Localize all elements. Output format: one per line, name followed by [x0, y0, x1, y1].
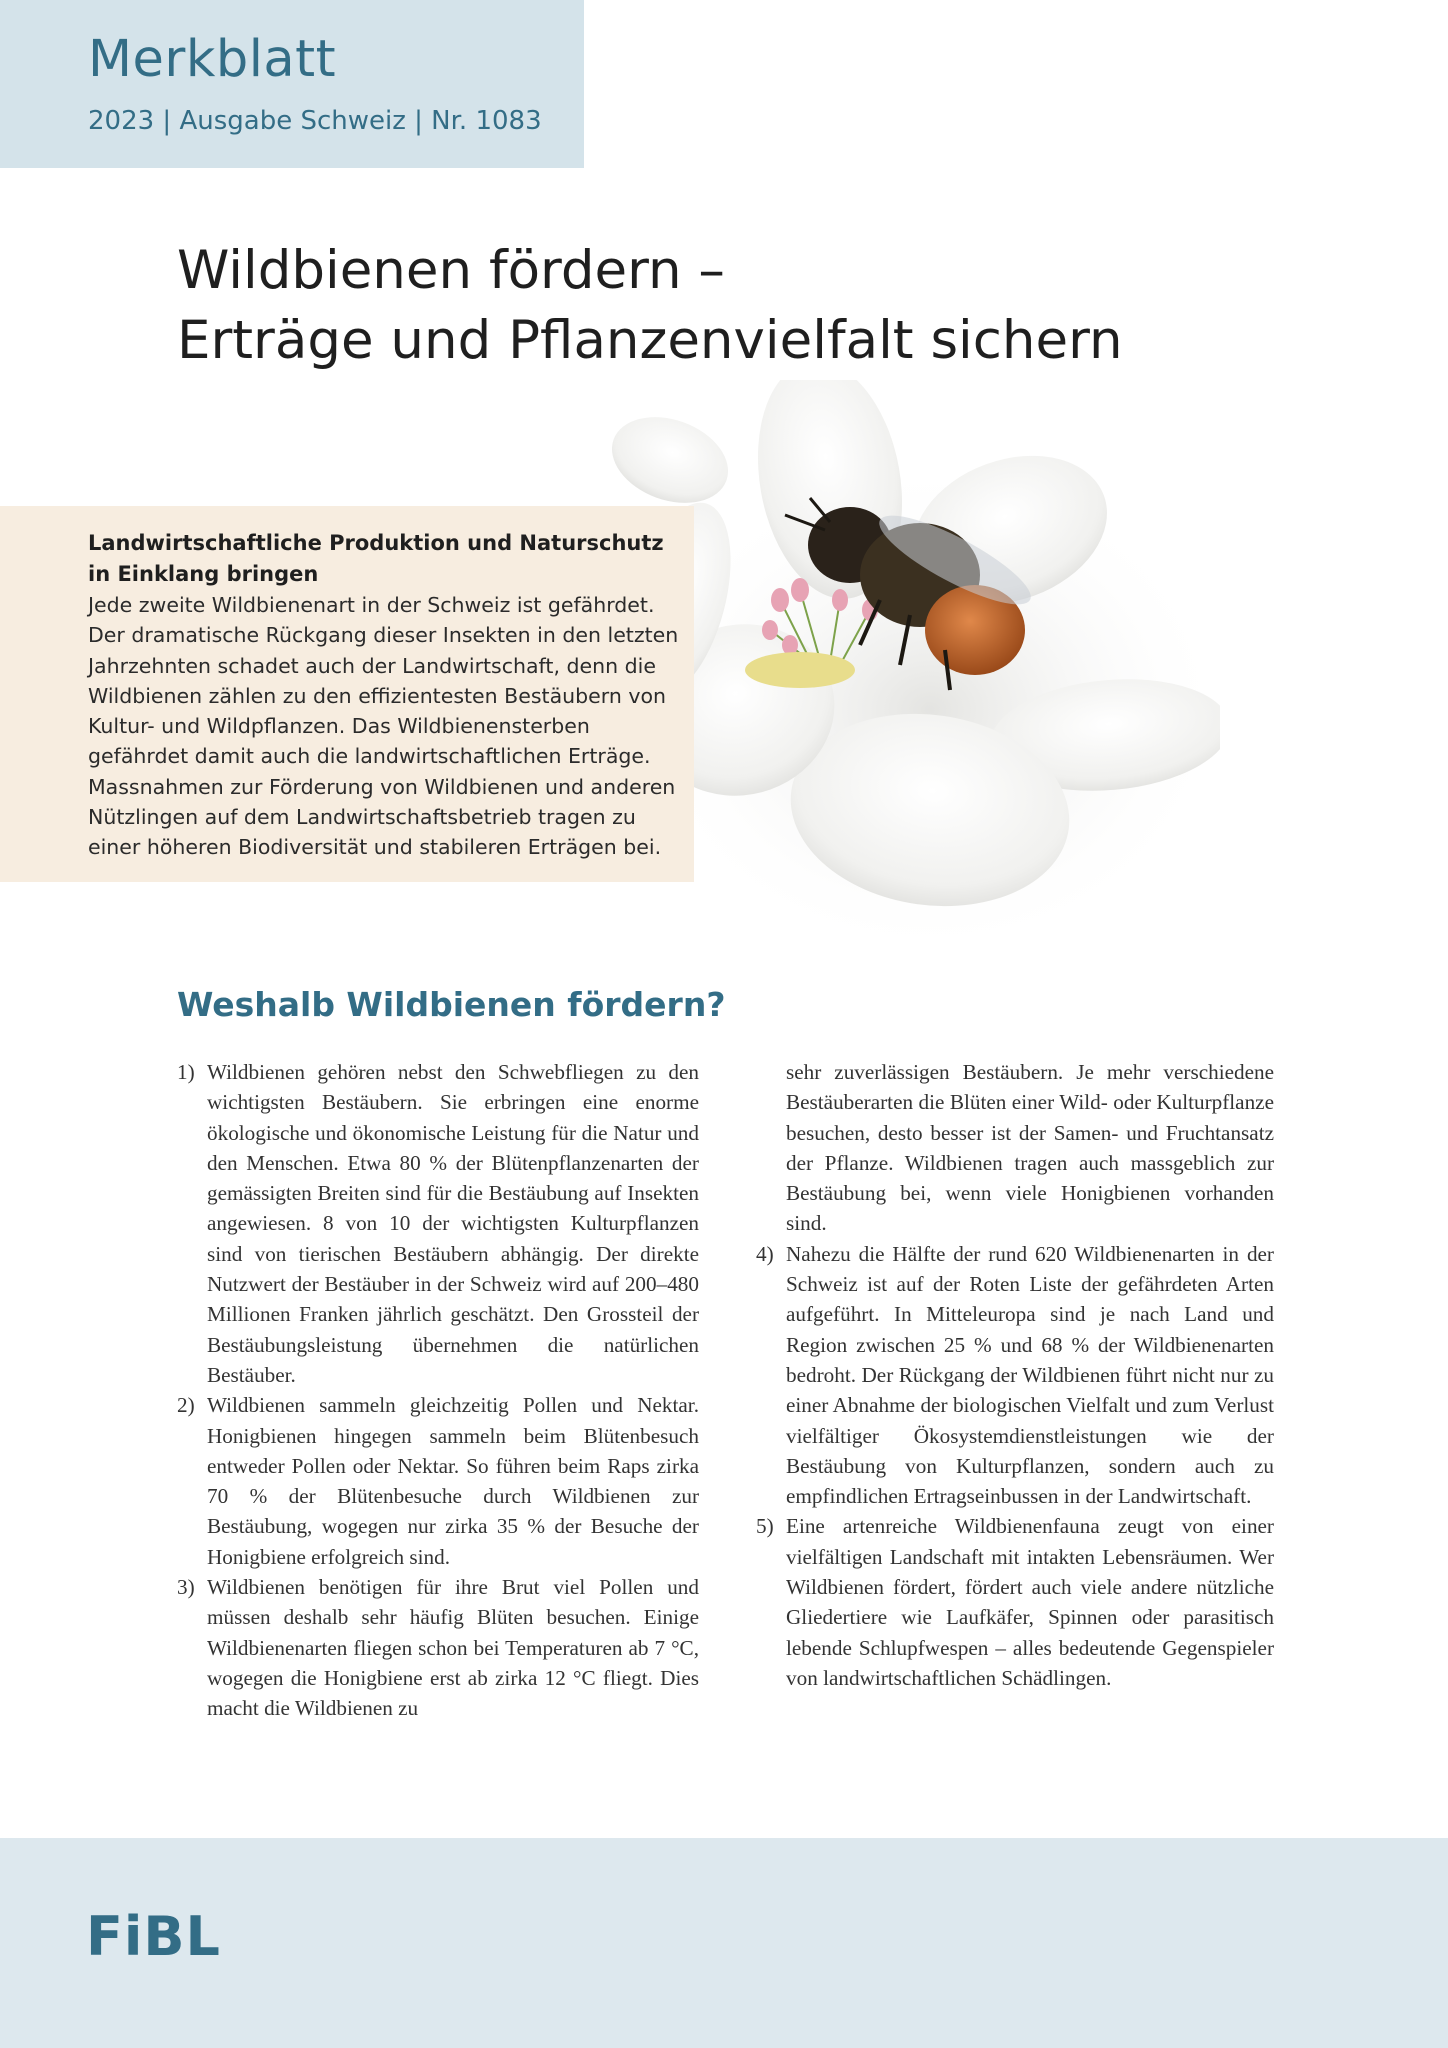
list-item	[177, 1390, 699, 1572]
list-item	[177, 1572, 699, 1723]
list-item-continuation	[756, 1057, 1274, 1239]
edition-info: 2023 | Ausgabe Schweiz | Nr. 1083	[88, 106, 542, 136]
list-number: 1)	[177, 1060, 195, 1084]
page-title	[177, 236, 1377, 376]
intro-text: Jede zweite Wildbienenart in der Schweiz ist gefährdet. Der dramatische Rückgang dieser Insekten in den letzten Jahrzehnten schadet auch der Landwirtschaft, denn die Wildbienen zählen zu den effizientesten Bestäubern von Kultur- und Wildpflanzen. Das Wildbienensterben gefährdet damit auch die landwirtschaftlichen Erträge. Massnahmen zur Förderung von Wildbienen und anderen Nützlingen auf dem Landwirtschaftsbetrieb tragen zu einer höheren Biodiversität und stabileren Erträgen bei.	[88, 593, 679, 860]
title-line-1: Wildbienen fördern –	[177, 240, 725, 301]
list-item	[756, 1239, 1274, 1512]
list-number: 3)	[177, 1575, 195, 1600]
fibl-logo: FiBL	[86, 1905, 221, 1968]
list-item	[177, 1057, 699, 1390]
list-item-text: Nahezu die Hälfte der rund 620 Wildbienenarten in der Schweiz ist auf der Roten Liste der gefährdeten Arten aufgeführt. In Mitteleuropa sind je nach Land und Region zwischen 25 % und 68 % der Wildbienenarten bedroht. Der Rückgang der Wildbienen führt nicht nur zu einer Abnahme der biologischen Vielfalt und zum Verlust vielfältiger Ökosystemdienstleistungen wie der Bestäubung von Kulturpflanzen, sondern auch zu empfindlichen Ertragseinbussen in der Landwirtschaft.	[786, 1241, 1274, 1509]
list-number: 2)	[177, 1393, 195, 1418]
list-item-text: Wildbienen sammeln gleichzeitig Pollen und Nektar. Honigbienen hingegen sammeln beim Blütenbesuch entweder Pollen oder Nektar. So führen beim Raps zirka 70 % der Blütenbesuche durch Wildbienen zur Bestäubung, wogegen nur zirka 35 % der Besuche der Honigbiene erfolgreich sind.	[207, 1393, 699, 1569]
list-item	[756, 1511, 1274, 1693]
section-heading: Weshalb Wildbienen fördern?	[177, 985, 726, 1024]
list-number: 5)	[756, 1514, 774, 1539]
list-item-text: Wildbienen gehören nebst den Schwebfliegen zu den wichtigsten Bestäubern. Sie erbringen eine enorme ökologische und ökonomische Leistung für die Natur und den Menschen. Etwa 80 % der Blütenpflanzenarten der gemässigten Breiten sind für die Bestäubung auf Insekten angewiesen. 8 von 10 der wichtigsten Kulturpflanzen sind von tierischen Bestäubern abhängig. Der direkte Nutzwert der Bestäuber in der Schweiz wird auf 200–480 Millionen Franken jährlich geschätzt. Den Grossteil der Bestäubungsleistung übernehmen die natürlichen Bestäuber.	[207, 1060, 699, 1387]
reasons-column-left	[177, 1057, 699, 1724]
list-item-text: Eine artenreiche Wildbienenfauna zeugt von einer vielfältigen Landschaft mit intakten Lebensräumen. Wer Wildbienen fördert, fördert auch viele andere nützliche Gliedertiere wie Laufkäfer, Spinnen oder parasitisch lebende Schlupfwespen – alles bedeutende Gegenspieler von landwirtschaftlichen Schädlingen.	[786, 1514, 1274, 1690]
document-type-label: Merkblatt	[88, 30, 337, 89]
list-number: 4)	[756, 1241, 774, 1266]
reasons-column-right	[756, 1057, 1274, 1693]
list-item-text: Wildbienen benötigen für ihre Brut viel Pollen und müssen deshalb sehr häufig Blüten besuchen. Einige Wildbienenarten fliegen schon bei Temperaturen ab 7 °C, wogegen die Honigbiene erst ab zirka 12 °C fliegt. Dies macht die Wildbienen zu	[207, 1575, 699, 1721]
title-line-2: Erträge und Pflanzenvielfalt sichern	[177, 310, 1123, 371]
list-item-text: sehr zuverlässigen Bestäubern. Je mehr verschiedene Bestäuberarten die Blüten einer Wild- oder Kulturpflanze besuchen, desto besser ist der Samen- und Fruchtansatz der Pflanze. Wildbienen tragen auch massgeblich zur Bestäubung bei, wenn viele Honigbienen vorhanden sind.	[786, 1060, 1274, 1236]
intro-heading: Landwirtschaftliche Produktion und Naturschutz in Einklang bringen	[88, 531, 664, 586]
